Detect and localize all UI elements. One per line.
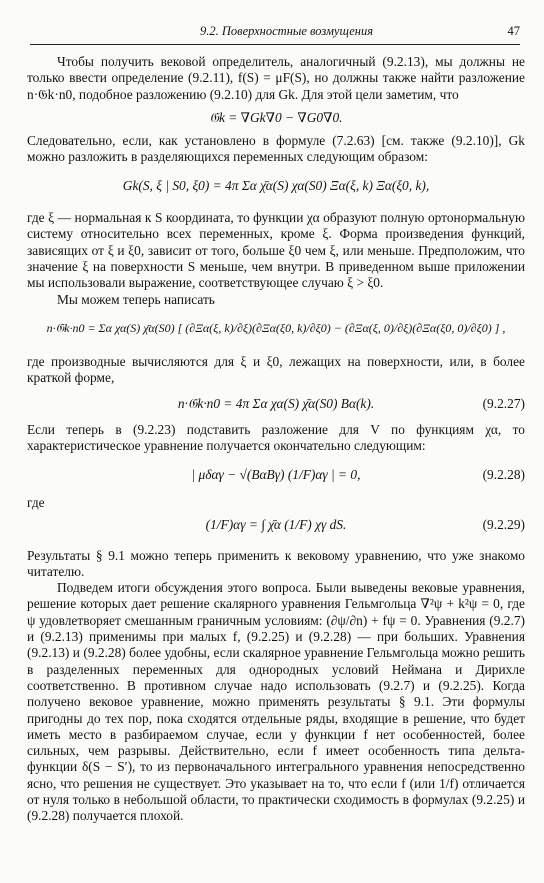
running-title: 9.2. Поверхностные возмущения	[200, 24, 374, 38]
paragraph: Подведем итоги обсуждения этого вопроса. Были выведены вековые уравнения, решение которых дает решение скалярного уравнения Гельмгольца ∇²ψ + k²ψ = 0, где ψ удовлетворяет смешанным граничным условиям: (∂ψ/∂n) + fψ = 0. Уравнения (9.2.7) и (9.2.13) применимы при малых f, (9.2.25) и (9.2.28) — при больших. Уравнения (9.2.13) и (9.2.28) более удобны, если скалярное уравнение Гельмгольца можно решить в разделенных переменных для однородных условий Неймана и Дирихле соответственно. В противном случае надо использовать (9.2.7) и (9.2.25). Когда получено вековое уравнение, можно применять результаты § 9.1. Эти формулы пригодны до тех пор, пока сходятся отдельные ряды, входящие в решение, что будет иметь место в разбираемом случае, если у функции f нет особенностей, более сильных, чем разрывы. Действительно, если f имеет особенность типа дельта-функции δ(S − S′), то из первоначального интегрального уравнения непосредственно ясно, что решения не существует. Это указывает на то, что если f (или 1/f) отличается от нуля только в небольшой области, то практически сходимость в формулах (9.2.25) и (9.2.28) получается плохой.	[27, 580, 525, 824]
equation: 𝔊k = ∇Gk∇0 − ∇G0∇0.	[209, 109, 343, 125]
equation-number: (9.2.27)	[482, 395, 525, 411]
page-header	[30, 22, 520, 45]
equation: | μδαγ − √(BαBγ) (1/F)αγ | = 0,	[191, 466, 361, 482]
paragraph: Мы можем теперь написать	[57, 291, 215, 307]
paragraph: где производные вычисляются для ξ и ξ0, лежащих на поверхности, или, в более краткой форме,	[27, 354, 525, 386]
equation-row	[27, 396, 525, 412]
paragraph: Чтобы получить вековой определитель, аналогичный (9.2.13), мы должны не только ввести определение (9.2.11), f(S) = μF(S), но должны также найти разложение n·𝔊k·n0, подобное разложению (9.2.10) для Gk. Для этой цели заметим, что	[27, 54, 525, 102]
paragraph: где ξ — нормальная к S координата, то функции χα образуют полную ортонормальную систему относительно всех переменных, кроме ξ. Форма произведения функций, зависящих от ξ и ξ0, зависит от того, больше ξ0 чем ξ, или меньше. Предположим, что значение ξ на поверхности S меньше, чем внутри. В приведенном выше приложении мы использовали выражение, соответствующее случаю ξ > ξ0.	[27, 210, 525, 291]
equation: (1/F)αγ = ∫ χ̄α (1/F) χγ dS.	[205, 517, 347, 533]
equation-number: (9.2.29)	[482, 517, 525, 533]
paragraph: Результаты § 9.1 можно теперь применить к вековому уравнению, что уже знакомо читателю.	[27, 547, 525, 579]
paragraph: Если теперь в (9.2.23) подставить разложение для V по функциям χα, то характеристическое уравнение получается окончательно следующим:	[27, 422, 525, 454]
paragraph: где	[27, 494, 45, 510]
equation-number: (9.2.28)	[482, 466, 525, 482]
page-number: 47	[507, 24, 520, 38]
equation-row	[27, 467, 525, 483]
equation: Gk(S, ξ | S0, ξ0) = 4π Σα χ̄α(S) χα(S0) Ξα(ξ, k) Ξα(ξ0, k),	[122, 177, 430, 193]
equation: n·𝔊k·n0 = 4π Σα χα(S) χ̄α(S0) Bα(k).	[177, 395, 375, 411]
paragraph: Следовательно, если, как установлено в формуле (7.2.63) [см. также (9.2.10)], Gk можно разложить в разделяющихся переменных следующим образом:	[27, 133, 525, 165]
page-body	[27, 54, 525, 825]
equation: n·𝔊k·n0 = Σα χα(S) χ̄α(S0) [ (∂Ξα(ξ, k)/∂ξ)(∂Ξα(ξ0, k)/∂ξ0) − (∂Ξα(ξ, 0)/∂ξ)(∂Ξα(ξ0, 0)/∂ξ0) ] ,	[46, 320, 506, 335]
equation-row	[27, 517, 525, 533]
